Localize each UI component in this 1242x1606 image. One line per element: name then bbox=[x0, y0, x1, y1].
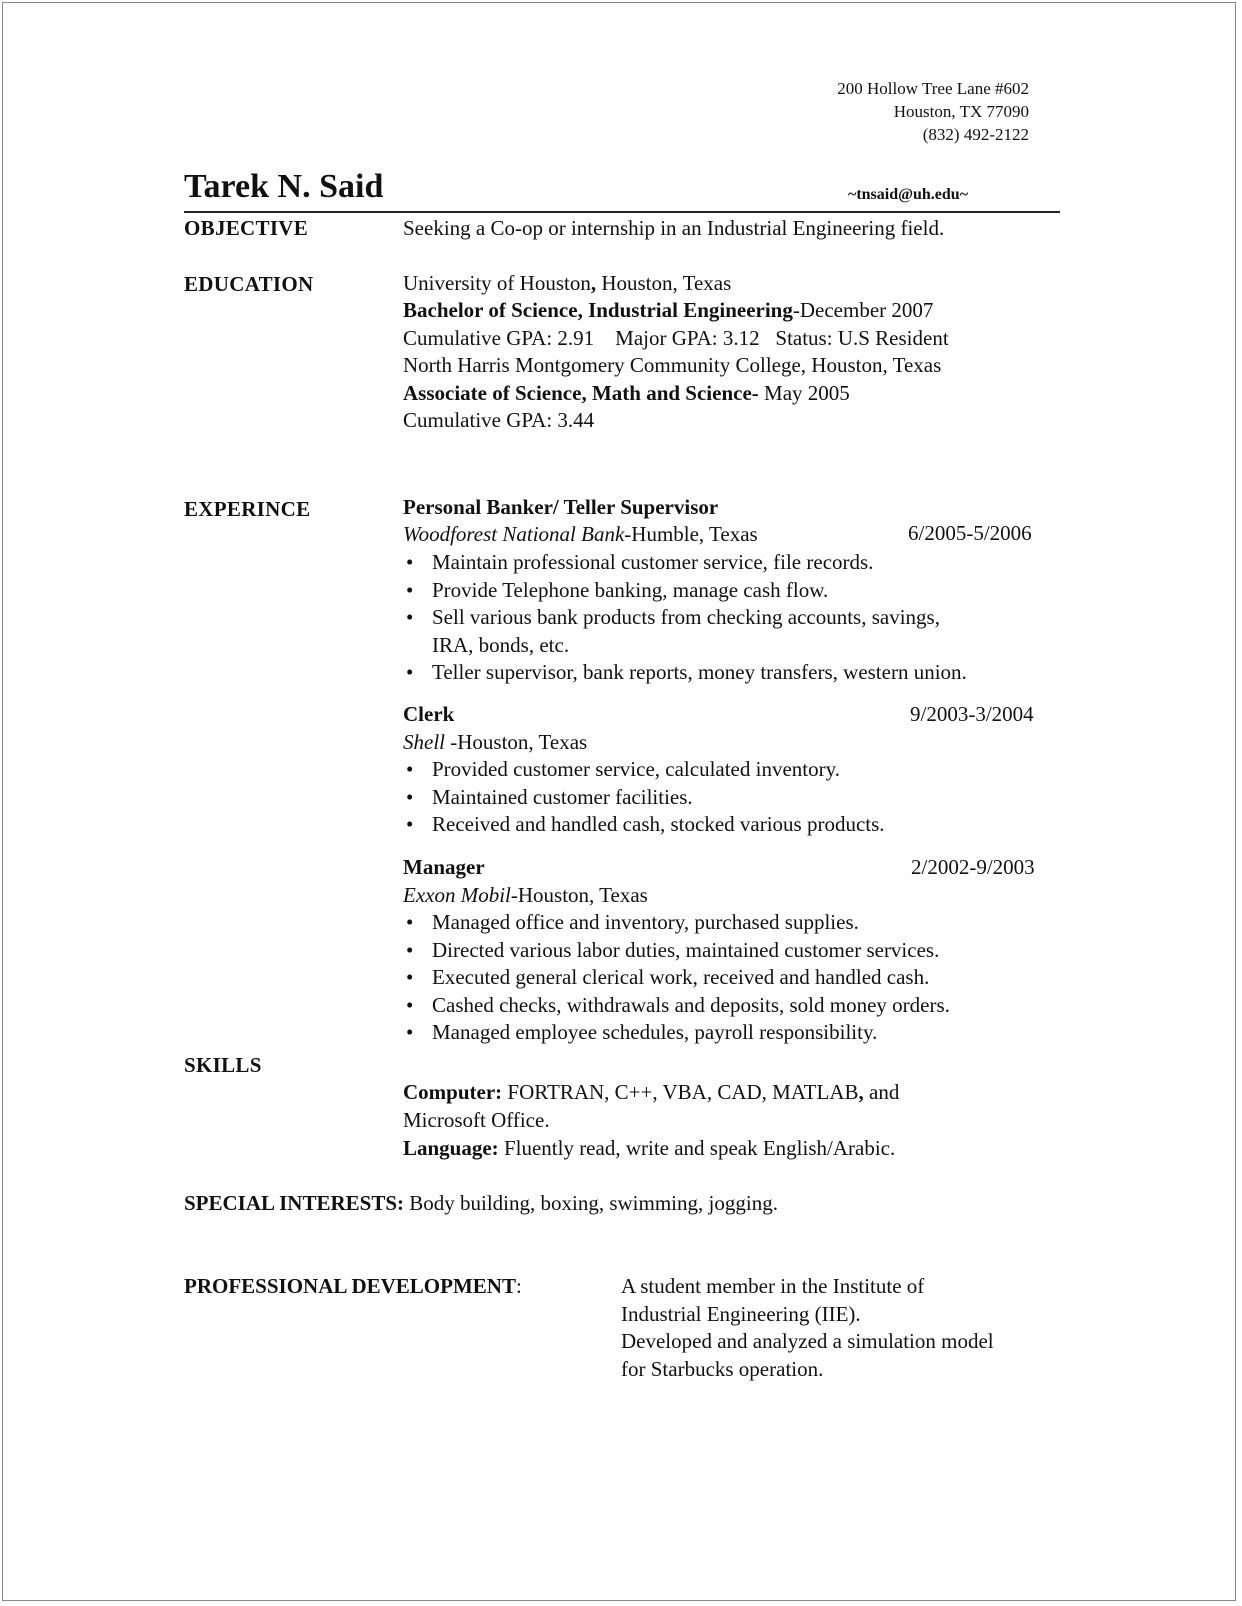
bullet-glyph: • bbox=[406, 605, 414, 629]
email-address[interactable]: ~tnsaid@uh.edu~ bbox=[848, 186, 969, 203]
list-item bbox=[403, 909, 950, 937]
list-item-text: Maintained customer facilities. bbox=[432, 784, 693, 809]
job-1-dates: 6/2005-5/2006 bbox=[908, 521, 1032, 545]
job-2-dates: 9/2003-3/2004 bbox=[910, 702, 1034, 726]
education-heading: EDUCATION bbox=[184, 272, 314, 296]
bullet-glyph: • bbox=[406, 577, 414, 602]
list-item bbox=[403, 577, 967, 605]
job-2-bullets bbox=[403, 756, 885, 839]
job-1-company: Woodforest National Bank bbox=[403, 522, 625, 546]
computer-tail: and bbox=[863, 1080, 900, 1104]
list-item bbox=[403, 659, 967, 687]
professional-development-text bbox=[621, 1273, 994, 1383]
address-line-2: Houston, TX 77090 bbox=[893, 102, 1029, 121]
job-2-company: Shell bbox=[403, 730, 445, 754]
skills-computer-cont: Microsoft Office. bbox=[403, 1108, 550, 1132]
objective-heading: OBJECTIVE bbox=[184, 216, 309, 240]
bullet-glyph: • bbox=[406, 660, 414, 684]
job-1-title: Personal Banker/ Teller Supervisor bbox=[403, 495, 719, 519]
list-item-text: Managed office and inventory, purchased supplies. bbox=[432, 910, 859, 934]
list-item bbox=[403, 964, 950, 992]
objective-text: Seeking a Co-op or internship in an Industrial Engineering field. bbox=[403, 216, 945, 240]
list-item-text: Executed general clerical work, received and handled cash. bbox=[432, 965, 930, 989]
computer-value: FORTRAN, C++, VBA, CAD, MATLAB bbox=[502, 1080, 859, 1104]
pd-line: for Starbucks operation. bbox=[621, 1356, 824, 1381]
job-2-location: -Houston, Texas bbox=[445, 730, 588, 754]
bullet-glyph: • bbox=[406, 910, 414, 934]
list-item bbox=[403, 604, 967, 632]
bullet-glyph: • bbox=[406, 992, 414, 1017]
job-2-title: Clerk bbox=[403, 702, 455, 726]
job-3-company: Exxon Mobil bbox=[403, 883, 511, 907]
pd-heading-text: PROFESSIONAL DEVELOPMENT bbox=[184, 1274, 516, 1298]
education-degree-2 bbox=[403, 380, 850, 408]
job-1-location: -Humble, Texas bbox=[624, 522, 758, 546]
list-item-text: Directed various labor duties, maintained customer services. bbox=[432, 937, 940, 962]
bullet-glyph: • bbox=[406, 937, 414, 962]
address-line-1: 200 Hollow Tree Lane #602 bbox=[837, 79, 1029, 98]
list-item bbox=[403, 549, 967, 577]
job-3-employer bbox=[403, 882, 648, 910]
pd-heading-colon: : bbox=[515, 1274, 522, 1298]
degree-2-date: May 2005 bbox=[758, 381, 850, 405]
special-interests bbox=[184, 1190, 778, 1218]
phone-number: (832) 492-2122 bbox=[922, 125, 1029, 144]
experience-heading: EXPERINCE bbox=[184, 497, 311, 521]
bullet-glyph: • bbox=[406, 965, 414, 989]
school-1-sep: , bbox=[590, 271, 597, 295]
list-item-text: Sell various bank products from checking accounts, savings, bbox=[432, 605, 940, 629]
job-3-title: Manager bbox=[403, 855, 485, 879]
computer-comma: , bbox=[858, 1080, 864, 1104]
job-2-employer bbox=[403, 729, 587, 757]
special-interests-heading: SPECIAL INTERESTS: bbox=[184, 1191, 404, 1215]
special-interests-text: Body building, boxing, swimming, jogging. bbox=[404, 1191, 778, 1215]
job-1-bullets bbox=[403, 549, 967, 687]
job-3-location: -Houston, Texas bbox=[510, 883, 648, 907]
school-1-name: University of Houston bbox=[403, 271, 591, 295]
bullet-glyph: • bbox=[406, 1020, 414, 1044]
skills-heading: SKILLS bbox=[184, 1053, 262, 1077]
pd-line: Developed and analyzed a simulation model bbox=[621, 1329, 994, 1353]
language-label: Language: bbox=[403, 1136, 499, 1160]
job-3-dates: 2/2002-9/2003 bbox=[911, 855, 1035, 879]
list-item-text: Received and handled cash, stocked various products. bbox=[432, 812, 885, 836]
header-rule bbox=[184, 211, 1060, 213]
list-item-text: Managed employee schedules, payroll responsibility. bbox=[432, 1020, 878, 1044]
list-item-text: Provided customer service, calculated inventory. bbox=[432, 757, 840, 781]
list-item-text: Provide Telephone banking, manage cash flow. bbox=[432, 577, 829, 602]
degree-2-title: Associate of Science, Math and Science- bbox=[403, 381, 759, 405]
list-item-text: Maintain professional customer service, file records. bbox=[432, 550, 874, 574]
professional-development-heading bbox=[184, 1273, 522, 1301]
computer-label: Computer: bbox=[403, 1080, 503, 1104]
list-item-text: Cashed checks, withdrawals and deposits, sold money orders. bbox=[432, 992, 950, 1017]
education-gpa-2: Cumulative GPA: 3.44 bbox=[403, 408, 595, 432]
skills-computer bbox=[403, 1079, 899, 1107]
list-item-text: IRA, bonds, etc. bbox=[432, 632, 570, 657]
list-item bbox=[403, 811, 885, 839]
candidate-name: Tarek N. Said bbox=[184, 168, 384, 205]
education-gpa-1: Cumulative GPA: 2.91 Major GPA: 3.12 Status: U.S Resident bbox=[403, 326, 949, 350]
bullet-glyph: • bbox=[406, 757, 414, 781]
list-item bbox=[403, 937, 950, 965]
language-value: Fluently read, write and speak English/Arabic. bbox=[498, 1136, 896, 1160]
bullet-glyph: • bbox=[406, 550, 414, 574]
list-item bbox=[403, 756, 885, 784]
list-item bbox=[403, 1019, 950, 1047]
school-1-location: Houston, Texas bbox=[596, 271, 732, 295]
bullet-glyph: • bbox=[406, 812, 414, 836]
list-item-continuation bbox=[403, 632, 967, 660]
degree-1-title: Bachelor of Science, Industrial Engineering bbox=[403, 298, 793, 322]
skills-language bbox=[403, 1135, 895, 1163]
job-3-bullets bbox=[403, 909, 950, 1047]
education-school-2: North Harris Montgomery Community College, Houston, Texas bbox=[403, 353, 942, 377]
pd-line: Industrial Engineering (IIE). bbox=[621, 1301, 861, 1326]
degree-1-date: -December 2007 bbox=[792, 298, 934, 322]
bullet-glyph: • bbox=[406, 784, 414, 809]
education-school-1 bbox=[403, 270, 731, 298]
pd-line: A student member in the Institute of bbox=[621, 1274, 925, 1298]
list-item bbox=[403, 784, 885, 812]
list-item-text: Teller supervisor, bank reports, money transfers, western union. bbox=[432, 660, 967, 684]
list-item bbox=[403, 992, 950, 1020]
education-degree-1 bbox=[403, 297, 933, 325]
job-1-employer bbox=[403, 521, 758, 549]
